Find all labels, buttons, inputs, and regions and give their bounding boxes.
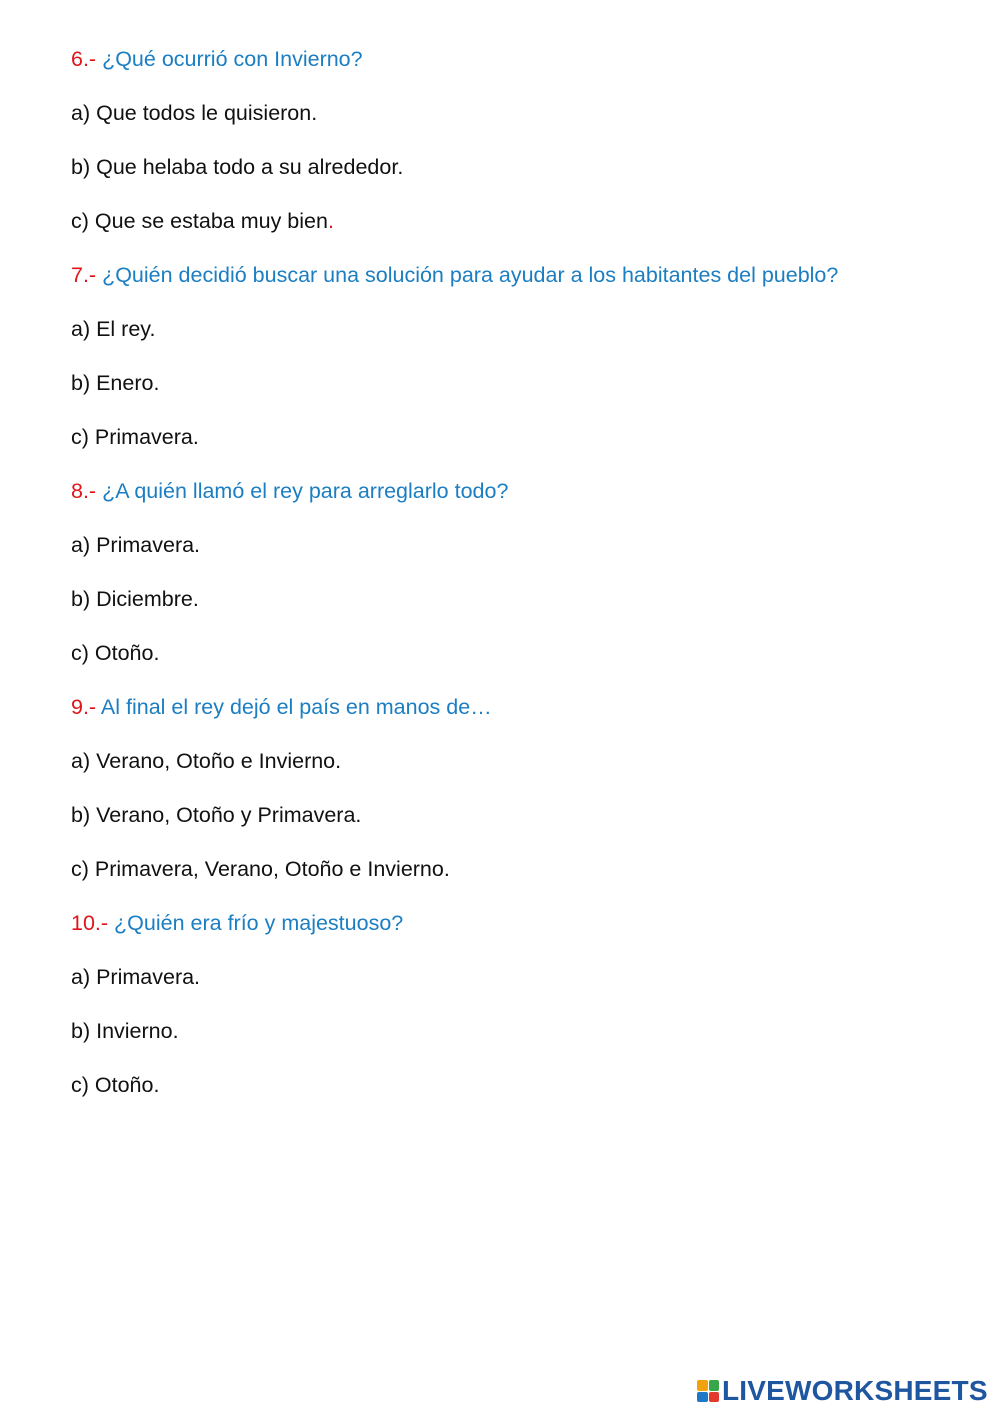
question-number: 6.- <box>71 47 97 71</box>
option-10a <box>71 964 200 990</box>
option-text: b) Diciembre. <box>71 587 199 611</box>
option-text: c) Otoño. <box>71 641 160 665</box>
option-text: a) Primavera. <box>71 533 201 557</box>
option-7a <box>71 316 155 342</box>
question-text: Al final el rey dejó el país en manos de… <box>100 695 492 719</box>
option-text: b) Invierno. <box>71 1019 179 1043</box>
option-text: a) El rey. <box>71 317 156 341</box>
option-9b <box>71 802 361 828</box>
question-number: 10.- <box>71 911 109 935</box>
option-10b <box>71 1018 179 1044</box>
option-6c <box>71 208 334 234</box>
question-number: 9.- <box>71 695 97 719</box>
question-9 <box>71 694 492 720</box>
question-text: ¿Qué ocurrió con Invierno? <box>102 47 363 71</box>
option-9a <box>71 748 341 774</box>
option-text: a) Que todos le quisieron. <box>71 101 318 125</box>
question-number: 7.- <box>71 263 97 287</box>
option-8b <box>71 586 199 612</box>
option-text: a) Verano, Otoño e Invierno. <box>71 749 342 773</box>
option-text: a) Primavera. <box>71 965 201 989</box>
option-10c <box>71 1072 159 1098</box>
question-10 <box>71 910 403 936</box>
red-period: . <box>327 209 334 233</box>
option-text: c) Que se estaba muy bien <box>71 209 328 233</box>
question-7 <box>71 262 838 288</box>
option-text: b) Que helaba todo a su alrededor. <box>71 155 404 179</box>
liveworksheets-logo <box>697 1377 988 1405</box>
question-8 <box>71 478 508 504</box>
option-6b <box>71 154 403 180</box>
option-9c <box>71 856 450 882</box>
option-text: c) Otoño. <box>71 1073 160 1097</box>
question-text: ¿Quién era frío y majestuoso? <box>114 911 404 935</box>
question-6 <box>71 46 363 72</box>
option-6a <box>71 100 317 126</box>
option-text: c) Primavera, Verano, Otoño e Invierno. <box>71 857 450 881</box>
option-7b <box>71 370 159 396</box>
question-text: ¿Quién decidió buscar una solución para ayudar a los habitantes del pueblo? <box>102 263 839 287</box>
question-text: ¿A quién llamó el rey para arreglarlo todo? <box>102 479 509 503</box>
logo-text: LIVEWORKSHEETS <box>722 1375 988 1406</box>
option-8c <box>71 640 159 666</box>
option-8a <box>71 532 200 558</box>
option-7c <box>71 424 199 450</box>
liveworksheets-icon <box>697 1380 719 1402</box>
option-text: c) Primavera. <box>71 425 199 449</box>
option-text: b) Enero. <box>71 371 160 395</box>
option-text: b) Verano, Otoño y Primavera. <box>71 803 362 827</box>
question-number: 8.- <box>71 479 97 503</box>
